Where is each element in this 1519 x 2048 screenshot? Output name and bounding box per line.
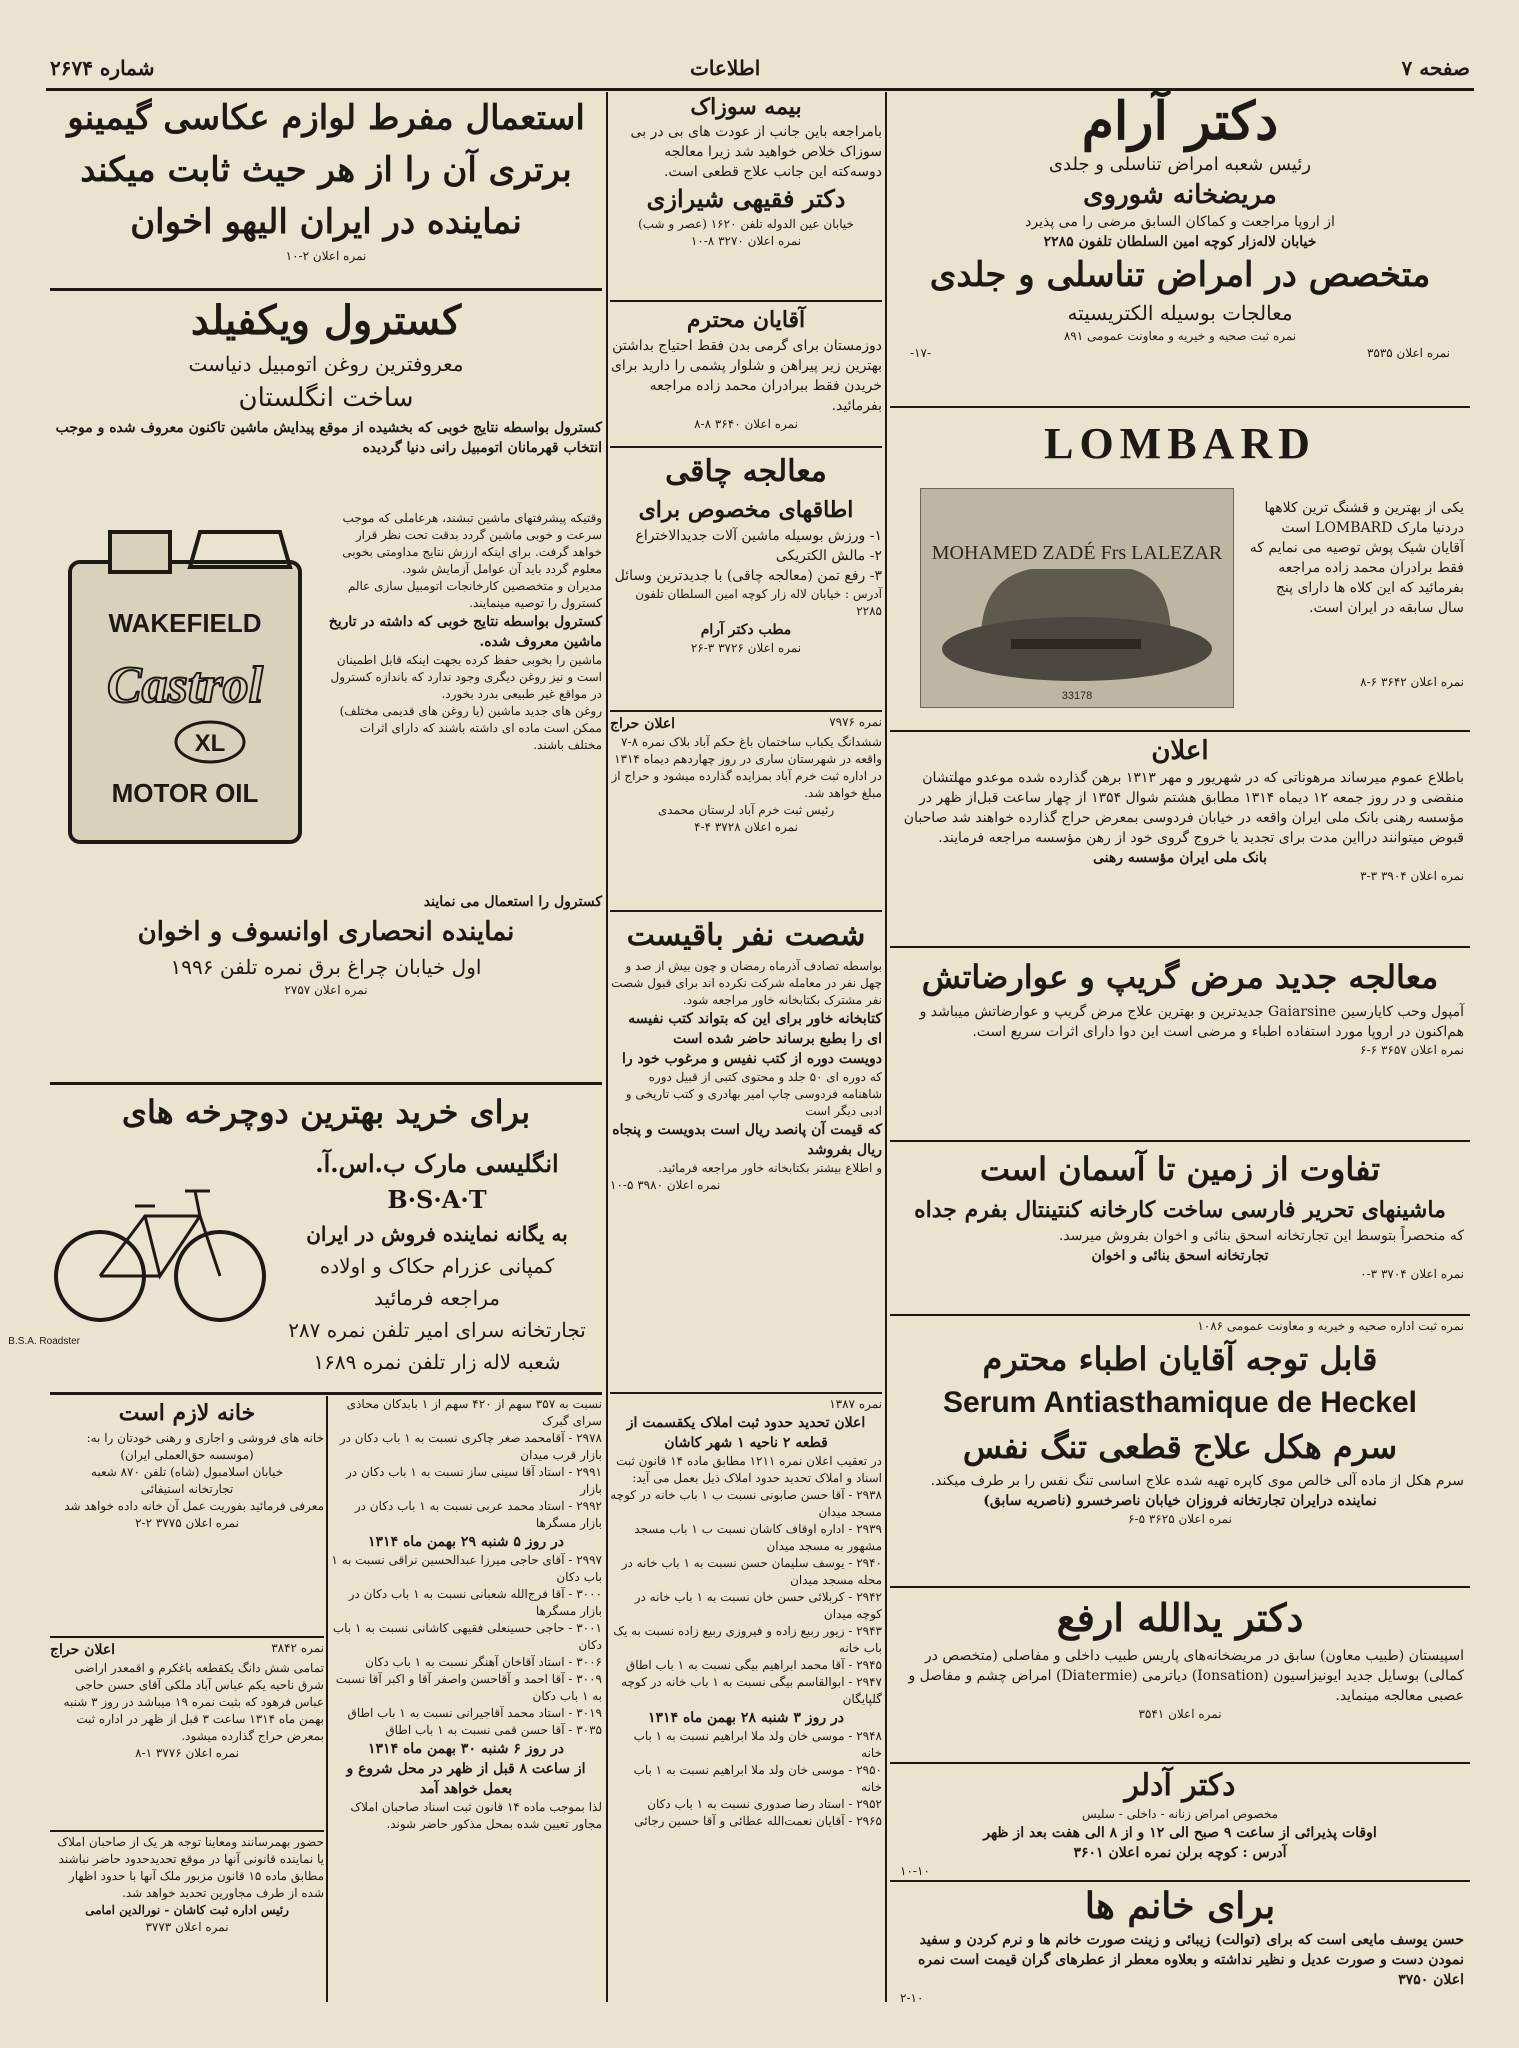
- ad-item: ۲۹۴۲ - کربلائی حسن خان نسبت به ۱ باب خانه در کوچه میدان: [634, 1590, 882, 1621]
- ad-address: تجارتخانه استیفائی: [140, 1482, 234, 1496]
- ad-title: قابل توجه آقایان اطباء محترم: [982, 1340, 1378, 1378]
- ad-number: نمره ۷۹۷۶: [829, 715, 882, 729]
- ad-text: ششدانگ یکباب ساختمان باغ حکم آباد بلاک نمره ۸-۷ واقعه در شهرستان ساری در روز چهاردهم دیماه ۱۳۱۴ در اداره ثبت خرم آباد بمزایده گذارده میشود و حراج از مبلغ خواهد شد.: [611, 735, 882, 800]
- ad-sign: بانک ملی ایران مؤسسه رهنی: [1092, 850, 1268, 866]
- ad-ref: نمره اعلان ۳۹۸۰ ۵-۱۰: [610, 1178, 721, 1192]
- ad-title: دکتر آدلر: [1124, 1768, 1236, 1803]
- ad-title: اعلان: [1151, 736, 1209, 766]
- ad-item: ۲۹۹۱ - استاد آقا سینی ساز نسبت به ۱ باب دکان در بازار: [346, 1465, 602, 1496]
- ad-title: اعلان حراج: [50, 1642, 116, 1658]
- ad-line: مریضخانه شوروی: [1083, 180, 1277, 210]
- ad-text: آمپول وحب کایارسین Gaiarsine جدیدترین و بهترین علاج مرض گریپ و عوارضاتش میباشد و هم‌اکنون در اروپا مورد استفاده اطباء و مرضی است این دوا دارای اثرات سریع است.: [919, 1004, 1464, 1040]
- ad-ref: نمره اعلان ۳۷۷۵ ۲-۲: [135, 1516, 239, 1530]
- ad-item: ۲۹۴۳ - زیور ربیع زاده و فیروزی ربیع زاده نسبت به یک باب خانه: [613, 1624, 882, 1655]
- ad-line: اوقات پذیرائی از ساعت ۹ صبح الی ۱۲ و از ۸ الی هفت بعد از ظهر: [983, 1825, 1377, 1841]
- can-logo: Castrol: [106, 657, 264, 714]
- ad-line: استعمال مفرط لوازم عکاسی گیمینو: [67, 98, 585, 138]
- ad-number: نمره ۱۳۸۷: [829, 1397, 882, 1411]
- separator: [610, 910, 882, 912]
- column-divider-right: [885, 92, 887, 2002]
- ad-item: ۲۹۵۰ - موسی خان ولد ملا ابراهیم نسبت به ۱ باب خانه: [633, 1763, 882, 1794]
- ad-lombard: [890, 412, 1470, 730]
- separator: [890, 946, 1470, 948]
- ad-title: برای خانم ها: [1084, 1885, 1276, 1927]
- ad-title: شصت نفر باقیست: [626, 918, 866, 953]
- ad-made-in: ساخت انگلستان: [238, 383, 414, 413]
- ad-property-list: [330, 1396, 602, 2002]
- separator: [890, 1762, 1470, 1764]
- ad-text: بواسطه تصادف آذرماه رمضان و چون بیش از صد و چهل نفر در معامله شرکت نکرده اند برای قبول شصت نفر مشترک بکتابخانه خاور مراجعه شود.: [611, 959, 882, 1007]
- ad-line: شعبه لاله زار تلفن نمره ۱۶۸۹: [313, 1350, 561, 1374]
- ad-for-ladies: [890, 1882, 1470, 2005]
- ad-text: خانه های فروشی و اجاری و رهنی خودتان را به:: [86, 1431, 324, 1445]
- ad-text: اسپیستان (طبیب معاون) سابق در مریضخانه‌های پاریس طبیب داخلی و مفاصلی (متخصص در کمالی) بوسایل جدید ایونیزاسیون (Ionsation) دیاترمی (Diatermie) امراض چشم و مفاصل و عصبی معالجه مینماید.: [908, 1648, 1464, 1704]
- ad-sign: تجارتخانه اسحق بنائی و اخوان: [1091, 1248, 1269, 1264]
- ad-dr-adler: [890, 1766, 1470, 1882]
- ad-line: مخصوص امراض زنانه - داخلی - سلیس: [1081, 1807, 1279, 1821]
- ad-address: خیابان اسلامبول (شاه) تلفن ۸۷۰ شعبه: [90, 1465, 284, 1479]
- separator: [50, 1392, 602, 1395]
- hat-brand: MOHAMED ZADÉ Frs LALEZAR: [931, 542, 1223, 564]
- ad-line: آدرس : کوچه برلن نمره اعلان ۳۶۰۱: [1073, 1845, 1287, 1861]
- ad-gentlemen: [610, 304, 882, 446]
- ad-registration-note: [50, 1834, 324, 2002]
- ad-item: ۳۰۳۵ - آقا حسن قمی نسبت به ۱ باب اطاق: [385, 1723, 602, 1737]
- ad-ref: نمره اعلان ۳۲۷۰ ۸-۱۰: [690, 234, 802, 248]
- ad-title: خانه لازم است: [118, 1400, 256, 1426]
- ad-sign: رئیس اداره ثبت کاشان - نورالدین امامی: [85, 1903, 289, 1917]
- ad-day: در روز ۶ شنبه ۳۰ بهمن ماه ۱۳۱۴: [368, 1741, 564, 1757]
- separator: [890, 406, 1470, 408]
- sub-column-divider: [326, 1396, 328, 2002]
- ad-auction-2: [50, 1640, 324, 1828]
- ad-title: کسترول ویکفیلد: [190, 297, 462, 344]
- ad-text: دوزمستان برای گرمی بدن فقط احتیاج بداشتن بهترین زیر پیراهن و شلوار پشمی را دارید برای خریدن فقط ببرادران محمد زاده مراجعه بفرمائید.: [610, 338, 882, 414]
- separator: [610, 446, 882, 448]
- ad-ref: نمره اعلان ۳۶۴۰ ۸-۸: [694, 417, 798, 431]
- ad-ref: نمره اعلان ۳۷۷۶ ۱-۸: [135, 1746, 239, 1760]
- ad-text: معرفی فرمائید بفوریت عمل آن خانه داده خواهد شد: [64, 1499, 324, 1513]
- ad-text: باطلاع عموم میرساند مرهوناتی که در شهریور و مهر ۱۳۱۳ برهن گذارده شده موعدو مهلتشان منقضی و در روز جمعه ۱۲ دیماه ۱۳۱۴ مطابق هشتم شوال ۱۳۵۴ از چهار ساعت قبل‌از ظهر در مؤسسه رهنی بانک ملی ایران واقعه در خیابان فردوسی بمعرض حراج گذارده خواهند شد صاحبان قبوض میتوانند درا‌این مدت برای تجدید یا خروج گروی خود از رهن مؤسسه مراجعه فرمایند.: [903, 770, 1464, 846]
- ad-title: معالجه جدید مرض گریپ و عوارضاتش: [921, 958, 1439, 996]
- ad-text: که دوره ای ۵۰ جلد و محتوی کتبی از قبیل دوره شاهنامه فردوسی چاپ امیر بهادری و کتب تاریخی و ادبی دیگر است: [625, 1070, 882, 1118]
- ad-line: به یگانه نماینده فروش در ایران: [306, 1222, 568, 1246]
- ad-bsa-bicycles: [8, 1086, 602, 1386]
- ad-bold: کسترول بواسطه نتایج خوبی که بخشیده از موقع پیدایش ماشین تاکنون معروف شده و موجب انتخاب قهرمانان اتومبیل رانی دنیا گردیده: [55, 420, 602, 456]
- ad-ref: نمره اعلان ۲-۱۰: [285, 249, 367, 263]
- ad-title: تفاوت از زمین تا آسمان است: [979, 1150, 1381, 1188]
- ad-bank-notice: [890, 734, 1470, 954]
- ad-auction: [610, 714, 882, 908]
- masthead: [50, 52, 1470, 86]
- ad-text: روغن های جدید ماشین (یا روغن های قدیمی مختلف) ممکن است ماده ای داشته باشند که دارای اثرات مختلف باشند.: [339, 704, 602, 752]
- hat-number: 33178: [1061, 690, 1093, 702]
- column-divider-middle: [606, 92, 608, 2002]
- ad-title: معالجه چاقی: [665, 454, 827, 489]
- ad-sign: رئیس ثبت خرم آباد لرستان محمدی: [657, 803, 835, 817]
- ad-title: دکتر آرام: [1081, 91, 1279, 152]
- separator: [610, 300, 882, 302]
- ad-bold: کسترول بواسطه نتایج خوبی که داشته در تاریخ ماشین معروف شده.: [328, 614, 602, 650]
- ad-gripp: [890, 952, 1470, 1136]
- ad-ref: نمره اعلان ۳۷۲۶ ۳-۲۶: [690, 641, 802, 655]
- separator: [890, 1140, 1470, 1142]
- ad-item: ۳۰۰۹ - آقا احمد و آقاحسن واصفر آقا و اکبر آقا نسبت به ۱ باب دکان: [335, 1672, 602, 1703]
- ad-dr-aram: [890, 92, 1470, 392]
- ad-castrol: [50, 292, 602, 1080]
- separator: [50, 1830, 324, 1832]
- ad-item: ۲۹۶۵ - آقایان نعمت‌الله عطائی و آقا حسین رجائی: [634, 1814, 882, 1828]
- ad-text: ماشین را بخوبی حفظ کرده بجهت اینکه قابل اطمینان است و نیز روغن دیگری وجود ندارد که باندازه کسترول در مواقع غیر طبیعی بدرد بخورد.: [330, 653, 602, 701]
- ad-item: ۱- ورزش بوسیله ماشین آلات جدیدالاختراع: [635, 528, 882, 544]
- ad-item: نسبت به ۳۵۷ سهم از ۴۲۰ سهم از ۱ بابدکان محاذی سرای گبرک: [346, 1397, 602, 1428]
- ad-agent: نماینده درایران تجارتخانه فروزان خیابان ناصرخسرو (ناصریه سابق): [983, 1493, 1377, 1509]
- ad-title: LOMBARD: [1044, 419, 1316, 468]
- ad-title: بیمه سوزاک: [690, 94, 802, 120]
- ad-item: ۲۹۹۲ - استاد محمد عربی نسبت به ۱ باب دکان در بازار مسگرها: [354, 1499, 602, 1530]
- ad-heckel: [890, 1318, 1470, 1578]
- ad-number: نمره ۳۸۴۲: [271, 1641, 324, 1655]
- ad-item: ۲۹۷۸ - آقامحمد صغر چاکری نسبت به ۱ باب دکان در بازار قرب میدان: [339, 1431, 602, 1462]
- ad-day: در روز ۵ شنبه ۲۹ بهمن ماه ۱۳۱۴: [368, 1534, 564, 1550]
- separator: [890, 1586, 1470, 1588]
- ad-text: که منحصراً بتوسط این تجارتخانه اسحق بنائی و اخوان بفروش میرسد.: [1058, 1228, 1464, 1244]
- ad-clinic: مطب دکتر آرام: [700, 622, 792, 638]
- ad-line: تجارتخانه سرای امیر تلفن نمره ۲۸۷: [288, 1318, 586, 1342]
- ad-ref: نمره اعلان ۳۷۲۸ ۴-۴: [694, 820, 798, 834]
- ad-ref: نمره اعلان ۳۶۴۲ ۶-۸: [1360, 675, 1464, 689]
- ad-line: نماینده در ایران الیهو اخوان: [130, 202, 522, 242]
- ad-subtitle: معروفترین روغن اتومبیل دنیاست: [188, 352, 464, 376]
- ad-subtitle: سرم هکل علاج قطعی تنگ نفس: [962, 1428, 1398, 1466]
- ad-obesity: [610, 450, 882, 708]
- ad-title: دکتر یدالله ارفع: [1056, 1595, 1304, 1640]
- ad-text: یکی از بهترین و قشنگ ترین کلاهها دردنیا مارک LOMBARD است آقایان شیک پوش توصیه می نمایم که فقط برادران محمد زاده مراجعه بفرمائید که این کلاه ها دارای پنج سال سابقه در ایران است.: [1249, 500, 1464, 616]
- ad-item: ۲- مالش الکتریکی: [775, 548, 882, 564]
- ad-text: و اطلاع بیشتر بکتابخانه خاور مراجعه فرمائید.: [658, 1161, 882, 1175]
- ad-ref: نمره اعلان ۳۶۲۵ ۵-۶: [1128, 1512, 1232, 1526]
- ad-code: -۱۷-: [910, 346, 932, 360]
- ad-khavar-bookshop: [610, 914, 882, 1398]
- ad-reg: نمره ثبت اداره صحیه و خیریه و معاونت عمومی ۱۰۸۶: [1197, 1319, 1464, 1333]
- ad-ref: نمره اعلان ۳۹۰۴ ۳-۳: [1360, 869, 1464, 883]
- ad-title: اعلان حراج: [610, 716, 676, 732]
- ad-ref: نمره اعلان ۳۵۳۵: [1366, 346, 1450, 360]
- ad-item: ۳۰۱۹ - استاد محمد آقاجیرانی نسبت به ۱ باب اطاق: [347, 1706, 602, 1720]
- ad-text: سرم هکل از ماده آلی خالص موی کاپره تهیه شده علاج اساسی تنگ نفس را بر طرف میکند.: [930, 1473, 1464, 1489]
- ad-agent: نماینده انحصاری اوانسوف و اخوان: [137, 917, 515, 947]
- ad-line: کمپانی عزرام حکاک و اولاده: [319, 1254, 555, 1278]
- ad-bold: از ساعت ۸ قبل از ظهر در محل شروع و بعمل خواهد آمد: [346, 1761, 586, 1797]
- ad-item: ۲۹۴۸ - موسی خان ولد ملا ابراهیم نسبت به ۱ باب خانه: [633, 1729, 882, 1760]
- ad-text: حضور بهمرسانند ومعاینا توجه هر یک از صاحبان املاک یا نماینده قانونی آنها در موقع تحدیدحدود حاضر نباشند مطابق ماده ۱۵ قانون مزبور ملک آنها با حدود اظهار شده از طرف مجاورین تحدید خواهد شد.: [57, 1835, 324, 1900]
- ad-address: آدرس : خیابان لاله زار کوچه امین السلطان تلفون ۲۲۸۵: [635, 587, 882, 618]
- ad-text: وقتیکه پیشرفتهای ماشین تبشند، هرعاملی که موجب سرعت و خوبی ماشین گردد بدقت تحت نظر قرار خواهد گرفت. برای اینکه ارزش نتایج مداومتی بخوبی معلوم گردد باید آن عوامل آزمایش شود.: [342, 511, 602, 576]
- ad-subtitle: اطاقهای مخصوص برای: [638, 497, 854, 523]
- ad-bold: که قیمت آن پانصد ریال است بدویست و پنجاه ریال بفروشد: [612, 1122, 882, 1158]
- hat-photo: [920, 488, 1234, 708]
- ad-typewriter: [890, 1144, 1470, 1312]
- ad-latin-title: Serum Antiasthamique de Heckel: [942, 1386, 1418, 1419]
- separator: [890, 730, 1470, 732]
- ad-line: مراجعه فرمائید: [374, 1286, 500, 1310]
- ad-item: ۳۰۰۱ - حاجی حسینعلی فقیهی کاشانی نسبت به ۱ باب دکان: [332, 1621, 602, 1652]
- separator: [50, 1636, 324, 1638]
- ad-ref: نمره اعلان ۲۷۵۷: [284, 983, 368, 997]
- separator: [610, 710, 882, 712]
- separator: [890, 1314, 1470, 1316]
- ad-ref: نمره اعلان ۳۷۰۴ ۳-۰: [1360, 1267, 1464, 1281]
- ad-item: ۳- رفع تمن (معالجه چاقی) با جدیدترین وسائل: [614, 568, 882, 584]
- ad-line: انگلیسی مارک ب.اس.آ. B·S·A·T: [315, 1149, 559, 1214]
- ad-item: ۲۹۵۲ - استاد رضا صدوری نسبت به ۱ باب دکان: [647, 1797, 882, 1811]
- ad-address: اول خیابان چراغ برق نمره تلفن ۱۹۹۶: [170, 955, 482, 979]
- ad-text: لذا بموجب ماده ۱۴ قانون ثبت اسناد صاحبان املاک مجاور تعیین شده بمحل مذکور حاضر شوند.: [350, 1800, 602, 1831]
- ad-heading: متخصص در امراض تناسلی و جلدی: [929, 255, 1431, 295]
- ad-text: مدیران و متخصصین کارخانجات اتومبیل سازی عالم کسترول را توصیه مینمایند.: [347, 579, 602, 610]
- ad-title: آقایان محترم: [686, 307, 806, 333]
- ad-line: معالجات بوسیله الکتریسیته: [1067, 301, 1293, 325]
- ad-ref: نمره اعلان ۳۵۴۱: [1138, 1707, 1222, 1721]
- ad-line: از اروپا مراجعت و کماکان السابق مرضی را می پذیرد: [1025, 214, 1335, 230]
- ad-doctor: دکتر فقیهی شیرازی: [646, 184, 846, 213]
- separator: [610, 1392, 882, 1394]
- bicycle-illustration: [8, 1146, 270, 1356]
- ad-house-wanted: [50, 1396, 324, 1634]
- ad-item: ۲۹۳۸ - آقا حسن صابونی نسبت ب ۱ باب خانه در کوچه مسجد میدان: [610, 1488, 882, 1519]
- ad-address: خیابان عین الدوله تلفن ۱۶۲۰ (عصر و شب): [638, 217, 854, 231]
- ad-ref: ۲-۱۰: [900, 1991, 924, 2005]
- ad-boundary-registration: [610, 1396, 882, 2002]
- ad-dr-arfa: [890, 1590, 1470, 1760]
- ad-bold: کتابخانه خاور برای این که بتواند کتب نفیسه ای را بطبع برساند حاضر شده است: [628, 1011, 882, 1047]
- ad-line: برتری آن را از هر حیث ثابت میکند: [80, 150, 572, 190]
- ad-bold: دویست دوره از کتب نفیس و مرغوب خود را: [621, 1051, 882, 1067]
- ad-photo-supplies: [50, 92, 602, 286]
- bike-label: B.S.A. Roadster: [8, 1336, 80, 1347]
- ad-item: ۲۹۹۷ - آقای حاجی میرزا عبدالحسین نراقی نسبت به ۱ باب دکان: [331, 1553, 602, 1584]
- separator: [50, 1082, 602, 1085]
- ad-ref: ۱۰-۱۰: [900, 1864, 930, 1878]
- separator: [50, 288, 602, 291]
- ad-day: در روز ۳ شنبه ۲۸ بهمن ماه ۱۳۱۴: [648, 1710, 844, 1726]
- ad-text: حسن یوسف مایعی است که برای (توالت) زیبائی و زینت صورت خانم ها و نرم کردن و سفید نمودن دست و صورت عدیل و نظیر نداشته و بعلاوه معطر از عطرهای گران قیمت است نمره اعلان ۳۷۵۰: [917, 1932, 1464, 1988]
- issue-number: شماره ۲۶۷۴: [50, 56, 155, 80]
- ad-item: ۲۹۳۹ - اداره اوقاف کاشان نسبت ب ۱ باب مسجد مشهور به مسجد میدان: [634, 1522, 882, 1553]
- ad-text: تمامی شش دانگ یکقطعه باغکرم و اقمعدر اراضی شرق ناحیه یکم عباس آباد ملکی آقای حسن حاجی عباس فرهود که بثبت نمره ۱۹ میباشد در روز ۳ شنبه بهمن ماه ۱۳۱۴ ساعت ۳ قبل از ظهر در اداره ثبت بمعرض حراج گذارده میشود.: [63, 1661, 324, 1743]
- ad-item: ۲۹۴۷ - ابوالقاسم بیگی نسبت به ۱ باب خانه در کوچه گلپایگان: [621, 1675, 882, 1706]
- ad-item: ۳۰۰۶ - استاد آقاخان آهنگر نسبت به ۱ باب دکان: [365, 1655, 602, 1669]
- can-product: MOTOR OIL: [111, 778, 259, 808]
- ad-item: ۲۹۴۰ - یوسف سلیمان حسن نسبت به ۱ باب خانه در محله مسجد میدان: [621, 1556, 882, 1587]
- ad-title: اعلان تحدید حدود ثبت املاک یکقسمت از قطعه ۲ ناحیه ۱ شهر کاشان: [626, 1415, 866, 1451]
- ad-ref: نمره اعلان ۳۷۷۳: [145, 1920, 229, 1934]
- ad-subtitle: ماشینهای تحریر فارسی ساخت کارخانه کنتینتال بفرم جداه: [914, 1197, 1446, 1223]
- ad-item: ۲۹۴۵ - آقا محمد ابراهیم بیگی نسبت به ۱ باب اطاق: [625, 1658, 882, 1672]
- can-grade: XL: [194, 730, 226, 757]
- ad-text: بامراجعه باین جانب از عودت های بی در بی سوزاک خلاص خواهید شد زیرا معالجه دوسه‌کته این جانب علاج قطعی است.: [630, 124, 882, 180]
- ad-ref: نمره اعلان ۳۶۵۷ ۶-۶: [1360, 1043, 1464, 1057]
- ad-line: برای خرید بهترین دوچرخه های: [121, 1093, 531, 1131]
- ad-text: در تعقیب اعلان نمره ۱۲۱۱ مطابق ماده ۱۴ قانون ثبت اسناد و املاک تحدید حدود املاک ذیل بعمل می آید:: [616, 1454, 882, 1485]
- ad-reg: نمره ثبت صحیه و خیریه و معاونت عمومی ۸۹۱: [1063, 329, 1297, 343]
- page-number: صفحه ۷: [1401, 56, 1470, 80]
- ad-address: خیابان لاله‌زار کوچه امین السلطان تلفون ۲۲۸۵: [1043, 234, 1317, 250]
- ad-item: ۳۰۰۰ - آقا فرج‌الله شعبانی نسبت به ۱ باب دکان در بازار مسگرها: [348, 1587, 602, 1618]
- ad-line: رئیس شعبه امراض تناسلی و جلدی: [1048, 154, 1312, 175]
- ad-bold: کسترول را استعمال می نمایند: [423, 894, 602, 910]
- castrol-can-illustration: [50, 522, 320, 852]
- ad-org: (موسسه حق‌العملی ایران): [120, 1448, 254, 1462]
- ad-suzak: [610, 92, 882, 298]
- can-brand: WAKEFIELD: [108, 608, 262, 638]
- paper-name: اطلاعات: [690, 56, 761, 80]
